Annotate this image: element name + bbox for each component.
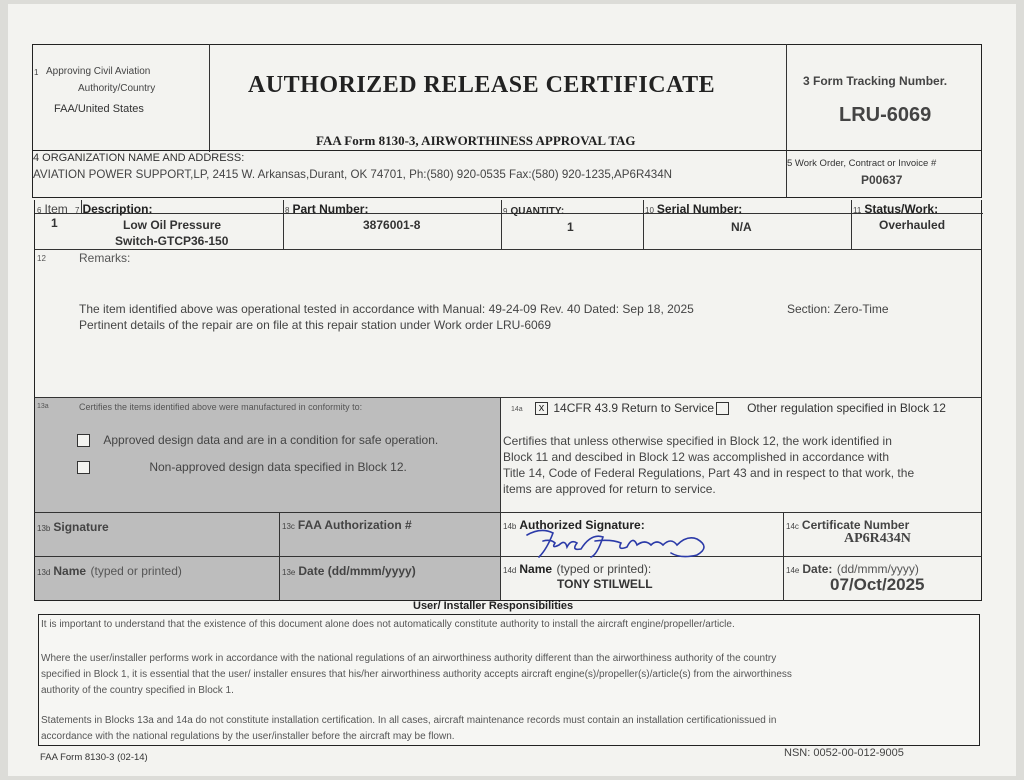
certificate-number: AP6R434N: [844, 531, 911, 546]
user-para-1: It is important to understand that the existence of this document alone does not automatically constitute authority to install the aircraft engine/propeller/article.: [41, 619, 735, 630]
remarks-block: [34, 250, 982, 398]
block-1-num: 1: [34, 68, 39, 77]
h11-num: 11: [853, 206, 862, 215]
user-installer-heading: User/ Installer Responsibilities: [413, 600, 574, 612]
h7-num: 7: [75, 206, 80, 215]
other-regulation-label: Other regulation specified in Block 12: [747, 401, 946, 415]
remarks-line-2: Pertinent details of the repair are on file at this repair station under Work order LRU-6069: [79, 318, 552, 332]
other-regulation-checkbox[interactable]: [716, 402, 729, 415]
approved-design-label: Approved design data and are in a condition for safe operation.: [103, 433, 439, 447]
block-3: [786, 44, 982, 154]
n14c: 14c: [786, 522, 799, 531]
authorized-signature-label: Authorized Signature:: [519, 518, 645, 532]
user-para-2a: Where the user/installer performs work in accordance with the national regulations of an airworthiness authority different than the airworthiness authority of the country: [41, 653, 777, 664]
return-to-service-checkbox[interactable]: x: [535, 402, 548, 415]
name-13d-label: Name: [53, 564, 87, 578]
date-14e-label: Date:: [802, 562, 833, 576]
faa-authorization-label: FAA Authorization #: [297, 518, 412, 532]
certify-text-2: Block 11 and descibed in Block 12 was accomplished in accordance with: [503, 450, 889, 464]
nonapproved-design-checkbox[interactable]: [77, 461, 90, 474]
organization-address: AVIATION POWER SUPPORT,LP, 2415 W. Arkansas,Durant, OK 74701, Ph:(580) 920-0535 Fax:(580) 920-1235,AP6R434N: [33, 168, 673, 181]
block-5-label: 5 Work Order, Contract or Invoice #: [787, 158, 937, 169]
col-status: Status/Work:: [864, 202, 939, 216]
block-4: [32, 150, 786, 198]
block-1-value: FAA/United States: [54, 103, 144, 115]
name-13d-sub: (typed or printed): [90, 564, 182, 578]
block-5: [786, 150, 982, 198]
page-title: AUTHORIZED RELEASE CERTIFICATE: [248, 72, 716, 98]
date-13e-label: Date (dd/mmm/yyyy): [298, 564, 416, 578]
user-para-2c: authority of the country specified in Block 1.: [41, 685, 234, 696]
block-14e: [784, 557, 982, 601]
col-item: Item: [44, 202, 68, 216]
row-desc-2: Switch-GTCP36-150: [115, 234, 229, 248]
certify-text-1: Certifies that unless otherwise specified in Block 12, the work identified in: [503, 434, 892, 448]
user-para-3a: Statements in Blocks 13a and 14a do not constitute installation certification. In all cases, aircraft maintenance records must contain an installation certificationissued in: [41, 715, 777, 726]
approved-design-checkbox[interactable]: [77, 434, 90, 447]
n13e: 13e: [282, 568, 296, 577]
work-order-number: P00637: [861, 173, 903, 187]
signer-name: TONY STILWELL: [557, 577, 653, 591]
block-14a-num: 14a: [511, 406, 523, 413]
name-14d-sub: (typed or printed):: [556, 562, 652, 576]
col-quantity: QUANTITY:: [510, 206, 565, 217]
block-3-label: 3 Form Tracking Number.: [803, 74, 948, 88]
n13c: 13c: [282, 522, 295, 531]
block-13b: [34, 513, 280, 557]
block-13e: [280, 557, 500, 601]
remarks-num: 12: [37, 254, 46, 263]
block-13a: [34, 398, 500, 513]
block-14b: [500, 513, 784, 557]
h6-num: 6: [37, 206, 42, 215]
n14b: 14b: [503, 522, 517, 531]
certify-text-3: Title 14, Code of Federal Regulations, Part 43 and in respect to that work, the: [503, 466, 915, 480]
block-14d: [500, 557, 784, 601]
tracking-number: LRU-6069: [839, 104, 932, 126]
certify-text-4: items are approved for return to service.: [503, 482, 716, 496]
item-table: [34, 200, 982, 250]
block-1: [32, 44, 210, 152]
nonapproved-design-label: Non-approved design data specified in Block 12.: [149, 460, 407, 474]
col-part-number: Part Number:: [292, 202, 369, 216]
n13b: 13b: [37, 524, 51, 533]
row-desc-1: Low Oil Pressure: [123, 218, 222, 232]
row-part: 3876001-8: [363, 218, 421, 232]
nonapproved-design-option[interactable]: [77, 460, 407, 474]
row-serial: N/A: [731, 220, 752, 234]
block-1-line1: Approving Civil Aviation: [46, 66, 151, 77]
row-status: Overhauled: [879, 218, 946, 232]
block-14c: [784, 513, 982, 557]
block-14a: [500, 398, 982, 513]
row-qty: 1: [567, 220, 574, 234]
return-to-service-option[interactable]: [535, 401, 946, 415]
block-4-label: 4 ORGANIZATION NAME AND ADDRESS:: [33, 152, 245, 164]
user-installer-box: [38, 614, 980, 746]
certificate-sheet: [8, 4, 1016, 776]
user-para-2b: specified in Block 1, it is essential that the user/ installer ensures that his/her airworthiness authority accepts aircraft engine(s)/propeller(s)/article(s) from the airworthiness: [41, 669, 792, 680]
block-1-line2: Authority/Country: [78, 83, 156, 94]
col-description: Description:: [82, 202, 153, 216]
h8-num: 8: [285, 206, 290, 215]
date-14e-sub: (dd/mmm/yyyy): [836, 562, 919, 576]
signature-13b-label: Signature: [53, 520, 109, 534]
nsn-number: NSN: 0052-00-012-9005: [784, 747, 904, 759]
h10-num: 10: [645, 206, 654, 215]
form-number: FAA Form 8130-3 (02-14): [40, 752, 148, 763]
block-13c: [280, 513, 500, 557]
certificate-number-label: Certificate Number: [801, 518, 910, 532]
row-item: 1: [51, 216, 58, 230]
return-to-service-label: 14CFR 43.9 Return to Service: [553, 401, 715, 415]
block-13d: [34, 557, 280, 601]
n14d: 14d: [503, 566, 517, 575]
handwritten-signature: [521, 525, 721, 561]
block-13a-num: 13a: [37, 403, 49, 410]
n14e: 14e: [786, 566, 800, 575]
form-subtitle: FAA Form 8130-3, AIRWORTHINESS APPROVAL TAG: [316, 133, 636, 148]
h9-num: 9: [503, 207, 508, 216]
block-13a-label: Certifies the items identified above were manufactured in conformity to:: [79, 402, 363, 412]
name-14d-label: Name: [519, 562, 553, 576]
remarks-label: Remarks:: [79, 251, 131, 265]
col-serial: Serial Number:: [656, 202, 743, 216]
approved-design-option[interactable]: [77, 433, 438, 447]
n13d: 13d: [37, 568, 51, 577]
user-para-3b: accordance with the national regulations by the user/installer before the aircraft may be flown.: [41, 731, 455, 742]
remarks-line-1: The item identified above was operational tested in accordance with Manual: 49-24-09 Rev. 40 Dated: Sep 18, 2025: [79, 302, 694, 316]
release-date: 07/Oct/2025: [830, 575, 925, 594]
remarks-section: Section: Zero-Time: [787, 302, 889, 316]
